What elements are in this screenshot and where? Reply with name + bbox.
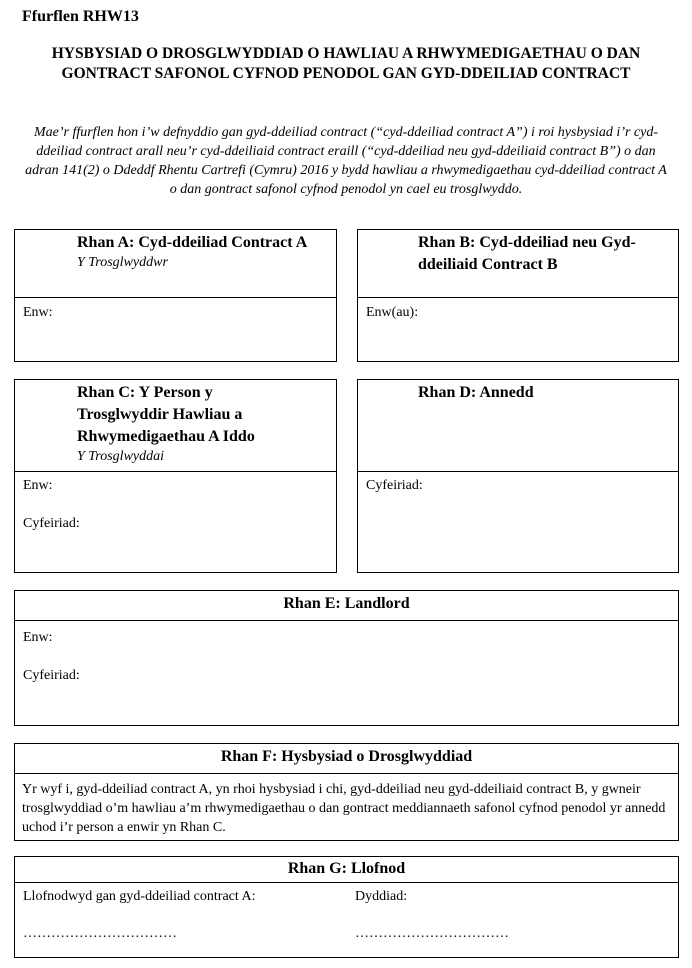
- part-a-box: [14, 229, 337, 362]
- part-d-box: [357, 379, 679, 573]
- form-id: Ffurflen RHW13: [22, 8, 139, 25]
- part-e-header: [15, 591, 678, 621]
- part-g-date-label: Dyddiad:: [355, 889, 408, 904]
- part-c-title: Rhan C: Y Person y Trosglwyddir Hawliau a Rhwymedigaethau A Iddo: [77, 384, 255, 445]
- form-title: HYSBYSIAD O DROSGLWYDDIAD O HAWLIAU A RHWYMEDIGAETHAU O DAN GONTRACT SAFONOL CYFNOD PENODOL GAN GYD-DDEILIAD CONTRACT: [51, 45, 641, 82]
- date-line[interactable]: ……………………………: [355, 926, 509, 941]
- part-e-box: [14, 590, 679, 726]
- part-a-header: [15, 230, 336, 298]
- part-g-title: Rhan G: Llofnod: [287, 860, 406, 877]
- part-f-header: [15, 744, 678, 774]
- part-c-subtitle: Y Trosglwyddai: [77, 449, 165, 464]
- part-f-title: Rhan F: Hysbysiad o Drosglwyddiad: [220, 748, 473, 765]
- part-a-name-label: Enw:: [23, 305, 53, 320]
- part-b-title: Rhan B: Cyd-ddeiliad neu Gyd-ddeiliaid Contract B: [418, 234, 636, 273]
- part-c-name-label: Enw:: [23, 478, 53, 493]
- part-c-header: [15, 380, 336, 472]
- part-c-box: [14, 379, 337, 573]
- part-f-text: Yr wyf i, gyd-ddeiliad contract A, yn rhoi hysbysiad i chi, gyd-ddeiliad neu gyd-ddeiliaid contract B, y gwneir trosglwyddiad o’m hawliau a’m rhwymedigaethau o dan gontract meddiannaeth safonol cyfnod penodol yr annedd uchod i’r person a enwir yn Rhan C.: [22, 782, 666, 835]
- part-e-name-label: Enw:: [23, 630, 53, 645]
- part-b-header: [358, 230, 678, 298]
- part-g-signed-label: Llofnodwyd gan gyd-ddeiliad contract A:: [23, 889, 256, 904]
- part-a-title: Rhan A: Cyd-ddeiliad Contract A: [77, 234, 308, 251]
- part-b-box: [357, 229, 679, 362]
- part-d-header: [358, 380, 678, 472]
- part-b-name-label: Enw(au):: [366, 305, 419, 320]
- part-e-address-label: Cyfeiriad:: [23, 668, 80, 683]
- part-a-subtitle: Y Trosglwyddwr: [77, 255, 168, 270]
- form-intro: Mae’r ffurflen hon i’w defnyddio gan gyd-ddeiliad contract (“cyd-ddeiliad contract A”) i roi hysbysiad i’r cyd-ddeiliad contract arall neu’r cyd-ddeiliaid contract eraill (“cyd-ddeiliad neu gyd-ddeiliaid contract B”) o dan adran 141(2) o Ddeddf Rhentu Cartrefi (Cymru) 2016 y bydd hawliau a rhwymedigaethau cyd-ddeiliad contract A o dan gontract safonol cyfnod penodol yn cael eu trosglwyddo.: [25, 125, 667, 197]
- part-d-title: Rhan D: Annedd: [418, 384, 534, 401]
- signature-line[interactable]: ……………………………: [23, 926, 177, 941]
- part-g-box: [14, 856, 679, 958]
- part-c-address-label: Cyfeiriad:: [23, 516, 80, 531]
- part-g-header: [15, 857, 678, 883]
- part-e-title: Rhan E: Landlord: [283, 595, 410, 612]
- part-f-box: [14, 743, 679, 841]
- part-d-address-label: Cyfeiriad:: [366, 478, 423, 493]
